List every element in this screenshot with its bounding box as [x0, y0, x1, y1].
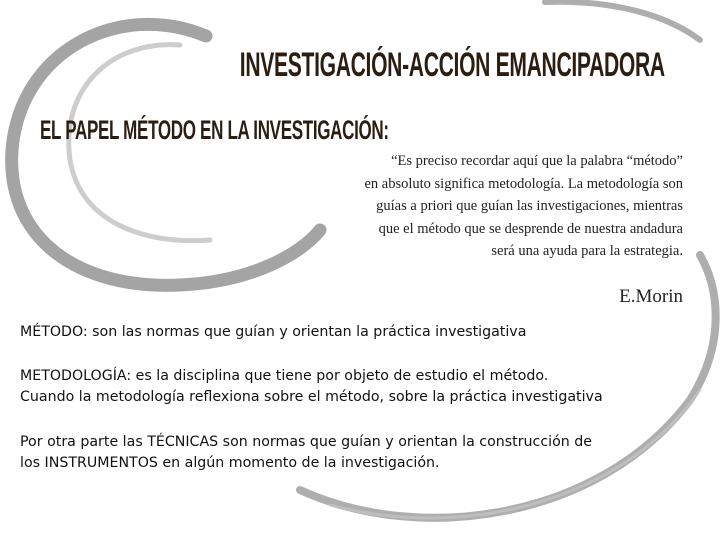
tecnicas-definition — [20, 432, 710, 474]
morin-quote — [290, 150, 683, 263]
tecnicas-line-2: los INSTRUMENTOS en algún momento de la investigación. — [20, 455, 440, 471]
quote-author: E.Morin — [619, 286, 683, 307]
quote-line: será una ayuda para la estrategia. — [491, 243, 683, 259]
page-title: INVESTIGACIÓN-ACCIÓN EMANCIPADORA — [239, 46, 665, 84]
metodologia-line-1: METODOLOGÍA: es la disciplina que tiene por objeto de estudio el método. — [20, 368, 549, 384]
quote-line: “Es preciso recordar aquí que la palabra “método” — [391, 153, 683, 169]
tecnicas-line-1: Por otra parte las TÉCNICAS son normas que guían y orientan la construcción de — [20, 434, 592, 450]
metodo-line: MÉTODO: son las normas que guían y orientan la práctica investigativa — [20, 324, 527, 340]
section-subtitle: EL PAPEL MÉTODO EN LA INVESTIGACIÓN: — [40, 115, 389, 145]
metodologia-definition — [20, 366, 710, 408]
quote-line: que el método que se desprende de nuestra andadura — [378, 220, 683, 237]
metodologia-line-2: Cuando la metodología reflexiona sobre el método, sobre la práctica investigativa — [20, 389, 603, 405]
metodo-definition — [20, 322, 710, 343]
quote-line: en absoluto significa metodología. La metodología son — [364, 175, 683, 192]
quote-line: guías a priori que guían las investigaciones, mientras — [376, 198, 683, 214]
swirl-top-right-tail — [545, 2, 700, 40]
